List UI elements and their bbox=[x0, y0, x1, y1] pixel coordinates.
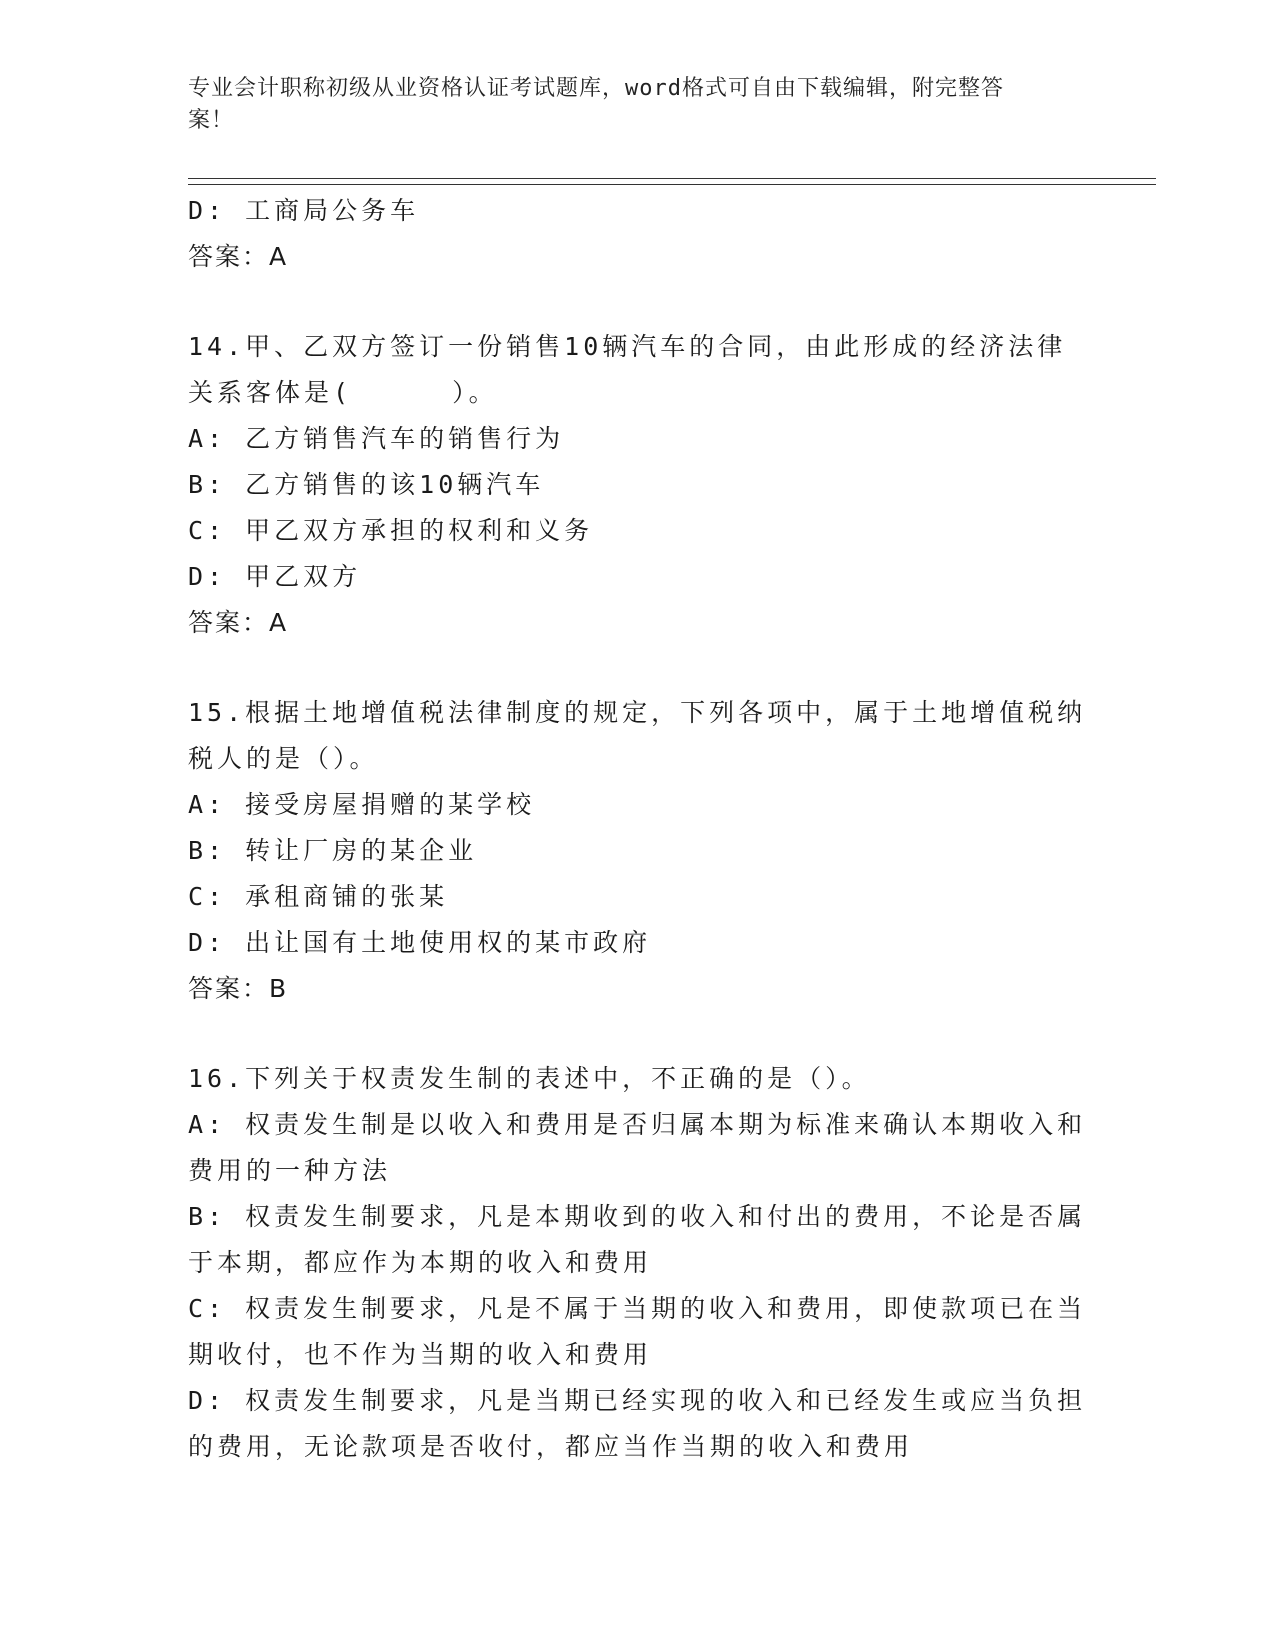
q14-option-d: D: 甲乙双方 bbox=[188, 562, 362, 591]
q16-option-c-line-2: 期收付，也不作为当期的收入和费用 bbox=[188, 1340, 653, 1369]
q15-option-b: B: 转让厂房的某企业 bbox=[188, 836, 478, 865]
header-divider-top bbox=[188, 178, 1156, 179]
question-content bbox=[188, 188, 1087, 1470]
q15-answer: 答案：B bbox=[188, 974, 289, 1003]
q16-option-a-line-1: A: 权责发生制是以收入和费用是否归属本期为标准来确认本期收入和 bbox=[188, 1110, 1087, 1139]
q16-option-b-line-2: 于本期，都应作为本期的收入和费用 bbox=[188, 1248, 653, 1277]
q14-stem-text: 关系客体是( bbox=[188, 378, 353, 407]
q16-option-a-line-2: 费用的一种方法 bbox=[188, 1156, 392, 1185]
spacer bbox=[188, 280, 1078, 324]
q16-option-d-line-2: 的费用，无论款项是否收付，都应当作当期的收入和费用 bbox=[188, 1432, 914, 1461]
q15-stem-line-2: 税人的是（）。 bbox=[188, 744, 379, 773]
header-line-1: 专业会计职称初级从业资格认证考试题库，word格式可自由下载编辑，附完整答 bbox=[188, 76, 1004, 101]
q14-stem-end: ）。 bbox=[452, 378, 498, 407]
spacer bbox=[188, 1012, 1078, 1056]
q14-answer: 答案：A bbox=[188, 608, 289, 637]
q15-option-c: C: 承租商铺的张某 bbox=[188, 882, 449, 911]
prev-answer: 答案：A bbox=[188, 242, 289, 271]
header-divider-bottom bbox=[188, 184, 1156, 185]
q15-stem-line-1: 15.根据土地增值税法律制度的规定，下列各项中，属于土地增值税纳 bbox=[188, 698, 1087, 727]
q14-stem-line-2 bbox=[188, 370, 1078, 416]
spacer bbox=[188, 646, 1078, 690]
page-header bbox=[188, 73, 1068, 137]
q15-option-d: D: 出让国有土地使用权的某市政府 bbox=[188, 928, 652, 957]
q14-option-b: B: 乙方销售的该10辆汽车 bbox=[188, 470, 545, 499]
q14-stem-line-1: 14.甲、乙双方签订一份销售10辆汽车的合同，由此形成的经济法律 bbox=[188, 332, 1067, 361]
q14-option-c: C: 甲乙双方承担的权利和义务 bbox=[188, 516, 594, 545]
q16-option-b-line-1: B: 权责发生制要求，凡是本期收到的收入和付出的费用，不论是否属 bbox=[188, 1202, 1087, 1231]
q16-option-c-line-1: C: 权责发生制要求，凡是不属于当期的收入和费用，即使款项已在当 bbox=[188, 1294, 1087, 1323]
prev-option-d: D: 工商局公务车 bbox=[188, 196, 420, 225]
q16-stem: 16.下列关于权责发生制的表述中，不正确的是（）。 bbox=[188, 1064, 871, 1093]
q15-option-a: A: 接受房屋捐赠的某学校 bbox=[188, 790, 536, 819]
header-line-2: 案！ bbox=[188, 108, 235, 133]
q16-option-d-line-1: D: 权责发生制要求，凡是当期已经实现的收入和已经发生或应当负担 bbox=[188, 1386, 1087, 1415]
q14-option-a: A: 乙方销售汽车的销售行为 bbox=[188, 424, 565, 453]
